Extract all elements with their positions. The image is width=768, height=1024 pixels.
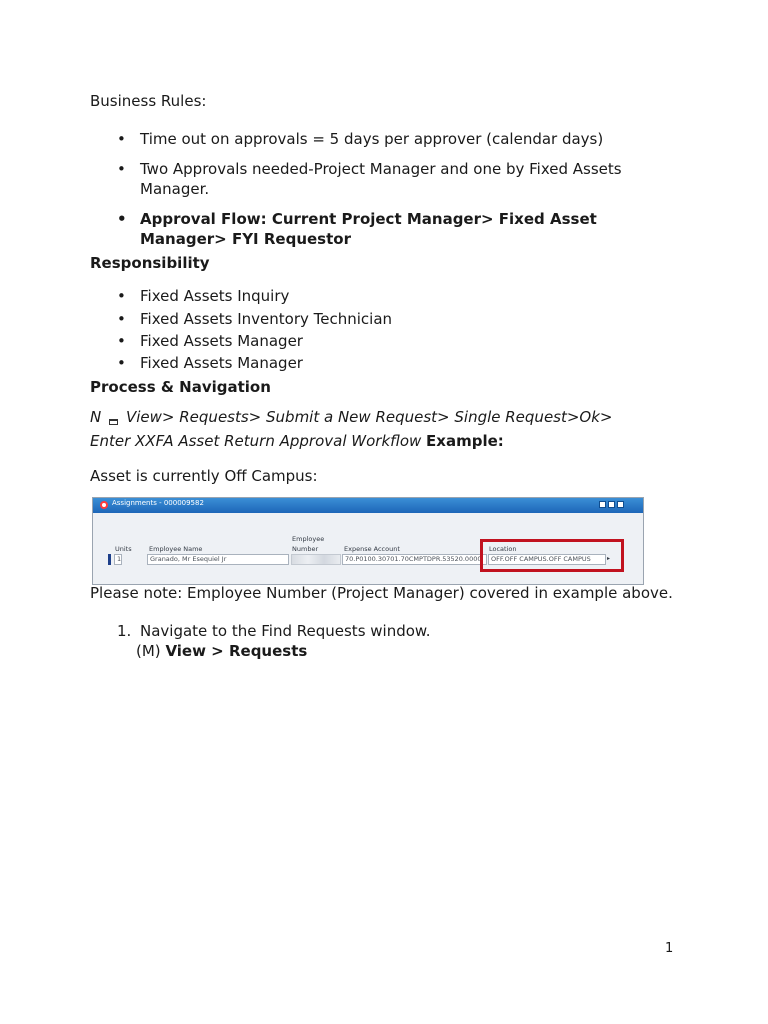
responsibility-item: Fixed Assets Manager xyxy=(140,332,303,350)
location-field[interactable]: OFF.OFF CAMPUS.OFF CAMPUS xyxy=(488,554,606,565)
business-rule-2-line-2: Manager. xyxy=(140,180,210,198)
step-number: 1. xyxy=(117,622,132,640)
responsibility-item: Fixed Assets Inventory Technician xyxy=(140,310,393,328)
list-of-values-icon[interactable]: ▸ xyxy=(607,555,611,562)
please-note: Please note: Employee Number (Project Manager) covered in example above. xyxy=(90,584,673,602)
employee-number-header-line-1: Employee xyxy=(292,535,325,543)
expense-account-field[interactable]: 70.P0100.30701.70CMPTDPR.53520.0000 xyxy=(342,554,487,565)
bullet-icon: • xyxy=(117,130,126,148)
business-rule-1: Time out on approvals = 5 days per approver (calendar days) xyxy=(140,130,604,148)
window-titlebar xyxy=(93,498,643,513)
maximize-icon xyxy=(608,501,615,508)
responsibility-heading: Responsibility xyxy=(90,254,210,272)
bullet-icon: • xyxy=(117,160,126,178)
nav-prefix: N xyxy=(90,408,102,426)
bullet-icon: • xyxy=(117,332,126,350)
employee-number-field[interactable] xyxy=(291,554,341,565)
minimize-icon xyxy=(599,501,606,508)
window-title: Assignments - 000009582 xyxy=(112,499,204,507)
current-record-indicator xyxy=(108,554,111,565)
menu-path: View > Requests xyxy=(165,642,308,660)
asset-note: Asset is currently Off Campus: xyxy=(90,467,318,485)
location-highlight-box xyxy=(480,539,624,572)
responsibility-item: Fixed Assets Inquiry xyxy=(140,287,290,305)
business-rule-3-line-2: Manager> FYI Requestor xyxy=(140,230,351,248)
expense-account-header: Expense Account xyxy=(344,545,400,553)
page-number: 1 xyxy=(665,941,674,956)
assignments-screenshot xyxy=(92,497,644,585)
units-header: Units xyxy=(115,545,132,553)
business-rule-2-line-1: Two Approvals needed-Project Manager and one by Fixed Assets xyxy=(140,160,622,178)
menu-prefix: (M) xyxy=(136,642,161,660)
business-rule-3-line-1: Approval Flow: Current Project Manager> Fixed Asset xyxy=(140,210,597,228)
nav-path-workflow: Enter XXFA Asset Return Approval Workflow xyxy=(90,432,422,450)
navigator-icon xyxy=(109,419,118,425)
oracle-logo-icon xyxy=(100,501,108,509)
step-menu-line xyxy=(136,642,307,660)
responsibility-item: Fixed Assets Manager xyxy=(140,354,303,372)
nav-example-label: Example: xyxy=(426,432,504,450)
employee-number-header-line-2: Number xyxy=(292,545,319,553)
nav-path-line-1: View> Requests> Submit a New Request> Single Request>Ok> xyxy=(126,408,613,426)
bullet-icon: • xyxy=(117,287,126,305)
bullet-icon: • xyxy=(117,310,126,328)
close-icon xyxy=(617,501,624,508)
units-field[interactable]: 1 xyxy=(114,554,122,565)
nav-path-line-2 xyxy=(90,432,504,450)
location-header: Location xyxy=(489,545,517,553)
process-heading: Process & Navigation xyxy=(90,378,271,396)
step-text: Navigate to the Find Requests window. xyxy=(140,622,431,640)
business-rules-heading: Business Rules: xyxy=(90,92,207,110)
employee-name-field[interactable]: Granado, Mr Esequiel Jr xyxy=(147,554,289,565)
bullet-icon: • xyxy=(117,210,127,228)
bullet-icon: • xyxy=(117,354,126,372)
employee-name-header: Employee Name xyxy=(149,545,203,553)
